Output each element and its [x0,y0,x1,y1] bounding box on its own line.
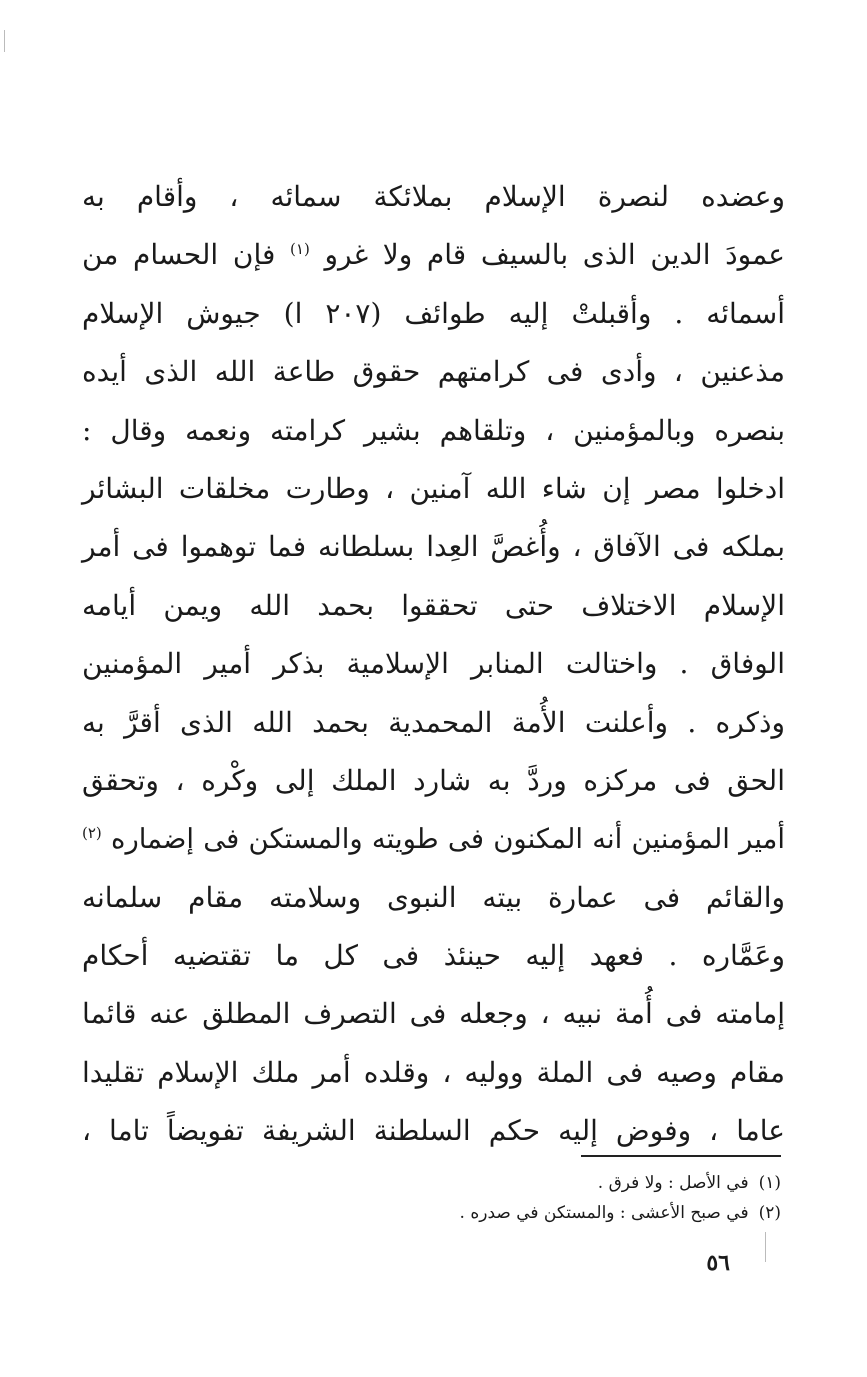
page-number: ٥٦ [706,1250,730,1276]
footnote-number: (١) [758,1173,781,1193]
footnote-item [281,1168,781,1198]
text-line: مقام وصيه فى الملة ووليه ، وقلده أمر ملك الإسلام تقليدا [82,1055,785,1089]
footnotes [281,1168,781,1228]
text-line: أسمائه . وأقبلتْ إليه طوائف (٢٠٧ ا) جيوش الإسلام [82,296,785,330]
text-line: مذعنين ، وأدى فى كرامتهم حقوق طاعة الله الذى أيده [82,355,785,389]
scan-edge-mark [765,1232,766,1262]
text-line: الإسلام الاختلاف حتى تحققوا بحمد الله ويمن أيامه [82,588,785,622]
text-line: إمامته فى أُمة نبيه ، وجعله فى التصرف المطلق عنه قائما [82,997,785,1031]
text-line: الوفاق . واختالت المنابر الإسلامية بذكر أمير المؤمنين [82,647,785,681]
footnote-number: (٢) [758,1203,781,1223]
footnote-item [281,1198,781,1228]
text-line: بنصره وبالمؤمنين ، وتلقاهم بشير كرامته ونعمه وقال : [82,413,785,447]
text-line: وعَمَّاره . فعهد إليه حينئذ فى كل ما تقتضيه أحكام [82,939,785,973]
text-line: الحق فى مركزه وردَّ به شارد الملك إلى وكْره ، وتحقق [82,763,785,797]
text-line: وذكره . وأعلنت الأُمة المحمدية بحمد الله الذى أقرَّ به [82,705,785,739]
text-line: والقائم فى عمارة بيته النبوى وسلامته مقام سلمانه [82,880,785,914]
footnote-text: في الأصل : ولا فرق . [597,1173,749,1193]
footnote-reference: (١) [290,240,310,259]
footnote-reference: (٢) [82,824,102,843]
text-line: ادخلوا مصر إن شاء الله آمنين ، وطارت مخلقات البشائر [82,471,785,505]
text-line: عاما ، وفوض إليه حكم السلطنة الشريفة تفويضاً تاما ، [82,1114,785,1148]
text-line: وعضده لنصرة الإسلام بملائكة سمائه ، وأقام به [82,180,785,213]
text-line: عمودَ الدين الذى بالسيف قام ولا غرو $^{(١)}$ فإن الحسام من [82,238,785,272]
footnote-separator [581,1155,781,1157]
text-line: بملكه فى الآفاق ، وأُغصَّ العِدا بسلطانه فما توهموا فى أمر [82,530,785,564]
text-line: أمير المؤمنين أنه المكنون فى طويته والمستكن فى إضماره $^{(٢)}$ [82,823,786,856]
footnote-text: في صبح الأعشى : والمستكن في صدره . [459,1203,749,1223]
main-text-block [82,168,785,1161]
scan-edge-mark [4,30,5,52]
